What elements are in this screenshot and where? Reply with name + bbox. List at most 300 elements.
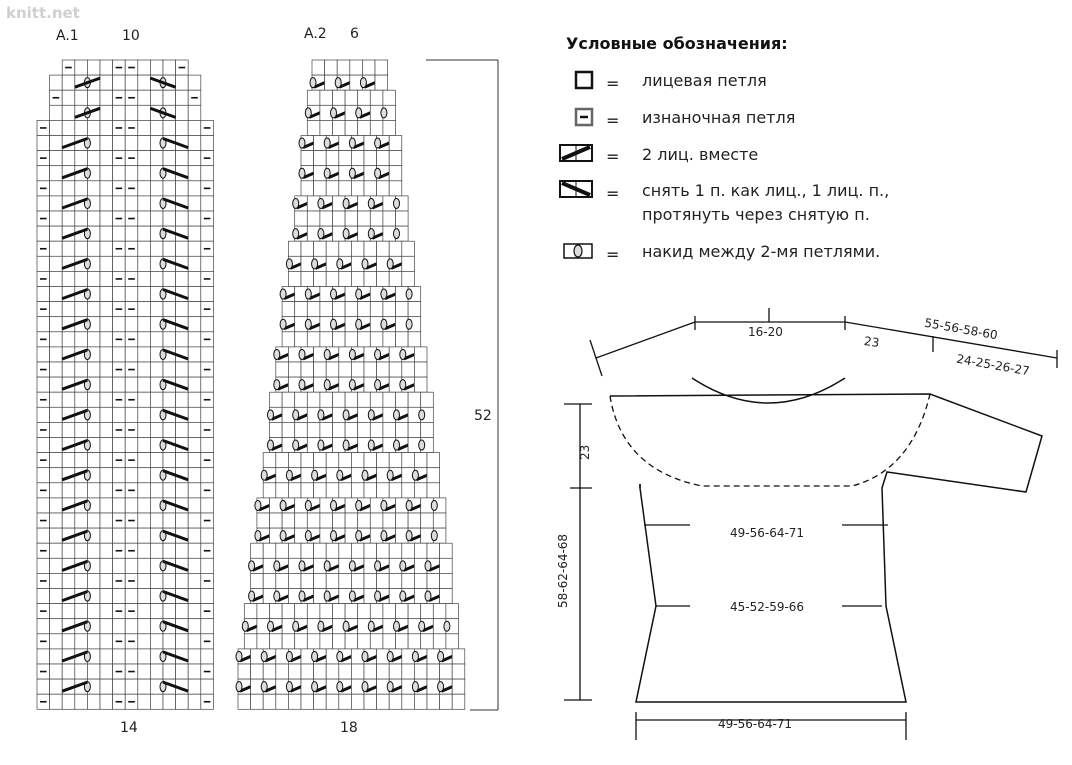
chart-a1-cell — [201, 317, 214, 332]
chart-a1-cell — [188, 543, 201, 558]
chart-a2-cell — [276, 483, 289, 498]
chart-a2-cell — [383, 422, 396, 437]
legend-purl-text: изнаночная петля — [642, 108, 796, 127]
chart-a2-cell — [288, 453, 301, 468]
chart-a1-cell — [37, 498, 50, 513]
yarn-over-mark — [249, 591, 255, 601]
chart-a1-cell — [201, 558, 214, 573]
chart-a2-cell — [414, 483, 427, 498]
chart-a2-cell — [345, 604, 358, 619]
chart-a1-cell — [75, 453, 88, 468]
chart-a2-cell — [326, 181, 339, 196]
chart-a1-cell — [87, 362, 100, 377]
chart-a1-cell — [113, 136, 126, 151]
chart-a1-cell — [188, 196, 201, 211]
chart-a1-cell — [188, 120, 201, 135]
chart-a2-cell — [288, 694, 301, 709]
yarn-over-mark — [242, 621, 248, 631]
yarn-over-mark — [286, 259, 292, 269]
chart-a1-cell — [138, 498, 151, 513]
yarn-over-mark — [431, 531, 437, 541]
yarn-over-mark — [280, 289, 286, 299]
chart-a1-cell — [188, 468, 201, 483]
chart-a1-cell — [50, 438, 63, 453]
chart-a2-cell — [396, 392, 409, 407]
chart-a1-cell — [75, 151, 88, 166]
chart-a2-cell — [326, 543, 339, 558]
chart-a1-cell — [50, 664, 63, 679]
yarn-over-mark — [400, 561, 406, 571]
chart-a1-cell — [100, 332, 113, 347]
chart-a2-cell — [446, 604, 459, 619]
chart-a1-cell — [62, 543, 75, 558]
chart-a2-cell — [440, 558, 453, 573]
chart-a1-cell — [100, 271, 113, 286]
yarn-over-mark — [356, 108, 362, 118]
chart-a1-cell — [125, 558, 138, 573]
chart-a1-cell — [176, 422, 189, 437]
yarn-over-mark — [375, 349, 381, 359]
chart-a2-cell — [282, 302, 295, 317]
chart-a2-cell — [307, 392, 320, 407]
chart-a1-cell — [188, 422, 201, 437]
chart-a2-cell — [295, 332, 308, 347]
chart-a1-cell — [125, 468, 138, 483]
chart-a1-cell — [75, 211, 88, 226]
chart-a1-cell — [125, 75, 138, 90]
chart-a1-cell — [37, 468, 50, 483]
yarn-over-mark — [331, 531, 337, 541]
yarn-over-mark — [274, 561, 280, 571]
yarn-over-mark — [255, 531, 261, 541]
chart-a1-cell — [163, 151, 176, 166]
yarn-over-mark — [286, 682, 292, 692]
chart-a1-cell — [50, 694, 63, 709]
chart-a1-cell — [176, 151, 189, 166]
chart-a1-cell — [150, 120, 163, 135]
chart-a1-cell — [138, 90, 151, 105]
chart-a2-cell — [377, 664, 390, 679]
chart-a1-cell — [176, 75, 189, 90]
chart-a1-cell — [100, 619, 113, 634]
chart-a2-cell — [333, 211, 346, 226]
chart-a1-top-count: 10 — [122, 28, 140, 44]
chart-a1-cell — [113, 679, 126, 694]
chart-a1-cell — [163, 664, 176, 679]
yarn-over-mark — [305, 500, 311, 510]
chart-a2-cell — [370, 513, 383, 528]
chart-a1-cell — [100, 589, 113, 604]
chart-a1-cell — [62, 453, 75, 468]
yarn-over-mark — [349, 380, 355, 390]
chart-a2-cell — [288, 573, 301, 588]
chart-a1-cell — [75, 573, 88, 588]
yarn-over-mark — [331, 319, 337, 329]
chart-a1-cell — [87, 604, 100, 619]
chart-a2-cell — [326, 241, 339, 256]
chart-a2-cell — [351, 664, 364, 679]
chart-a2-cell — [345, 90, 358, 105]
chart-a1-cell — [50, 543, 63, 558]
yarn-over-mark — [356, 531, 362, 541]
chart-a1-cell — [163, 90, 176, 105]
yarn-over-mark — [387, 682, 393, 692]
yarn-over-mark — [356, 319, 362, 329]
chart-a1-cell — [100, 528, 113, 543]
chart-a1-cell — [100, 392, 113, 407]
chart-a2-cell — [358, 332, 371, 347]
chart-a2-cell — [402, 256, 415, 271]
chart-a2-cell — [307, 332, 320, 347]
yarn-over-mark — [425, 591, 431, 601]
chart-a2-cell — [370, 392, 383, 407]
chart-a1-cell — [113, 558, 126, 573]
yarn-over-mark — [255, 500, 261, 510]
purl-stitch-symbol — [576, 109, 592, 125]
chart-a2-cell — [351, 362, 364, 377]
yarn-over-mark — [293, 410, 299, 420]
chart-a1-cell — [87, 664, 100, 679]
chart-a2-cell — [351, 271, 364, 286]
chart-a1-cell — [100, 453, 113, 468]
chart-a2-cell — [276, 694, 289, 709]
legend-ssk-text-2: протянуть через снятую п. — [642, 205, 870, 224]
chart-a1-cell — [163, 453, 176, 468]
chart-a1-cell — [62, 181, 75, 196]
chart-a1-cell — [138, 136, 151, 151]
chart-a2-cell — [333, 332, 346, 347]
chart-a1-cell — [163, 513, 176, 528]
yarn-over-mark — [293, 229, 299, 239]
chart-a1-cell — [75, 271, 88, 286]
chart-a1-cell — [188, 105, 201, 120]
chart-a2-cell — [282, 604, 295, 619]
chart-a2-cell — [339, 573, 352, 588]
yarn-over-mark — [335, 78, 341, 88]
chart-a1-cell — [62, 634, 75, 649]
chart-a1-cell — [37, 558, 50, 573]
chart-a2-cell — [351, 241, 364, 256]
chart-a2-cell — [295, 302, 308, 317]
chart-a1-cell — [150, 543, 163, 558]
chart-a2-cell — [288, 543, 301, 558]
chart-a2-cell — [402, 483, 415, 498]
yarn-over-mark — [343, 229, 349, 239]
chart-a1-cell — [113, 528, 126, 543]
chart-a1-cell — [100, 513, 113, 528]
yarn-over-mark — [318, 229, 324, 239]
chart-a1-cell — [150, 60, 163, 75]
yarn-over-mark — [368, 440, 374, 450]
chart-a1-cell — [138, 573, 151, 588]
chart-a2-cell — [446, 634, 459, 649]
chart-a1-cell — [150, 513, 163, 528]
chart-a2-cell — [433, 634, 446, 649]
chart-a2-cell — [345, 211, 358, 226]
chart-a1-cell — [138, 407, 151, 422]
yarn-over-mark — [394, 440, 400, 450]
chart-a1-cell — [62, 362, 75, 377]
chart-a1-cell — [50, 589, 63, 604]
legend-yarn-over-text: накид между 2-мя петлями. — [642, 242, 881, 261]
chart-a2-cell — [295, 513, 308, 528]
chart-a1-cell — [50, 362, 63, 377]
chart-a2-cell — [452, 649, 465, 664]
yarn-over-mark — [381, 108, 387, 118]
chart-a2-cell — [402, 543, 415, 558]
chart-a1-cell — [188, 619, 201, 634]
chart-a2-cell — [301, 181, 314, 196]
chart-a1-cell — [37, 166, 50, 181]
chart-a2-cell — [339, 694, 352, 709]
chart-a2-cell — [364, 694, 377, 709]
chart-a2-cell — [358, 90, 371, 105]
ssk-symbol — [560, 181, 592, 197]
chart-a1-cell — [176, 453, 189, 468]
chart-a2-cell — [339, 362, 352, 377]
yarn-over-mark — [381, 289, 387, 299]
yarn-over-mark — [305, 319, 311, 329]
chart-a1-cell — [87, 453, 100, 468]
chart-a2-cell — [421, 513, 434, 528]
yarn-over-mark — [305, 108, 311, 118]
chart-a2-cell — [383, 604, 396, 619]
chart-a1-cell — [75, 392, 88, 407]
chart-a1-cell — [87, 392, 100, 407]
chart-a2-cell — [345, 120, 358, 135]
chart-a2-cell — [301, 573, 314, 588]
chart-a2-cell — [333, 513, 346, 528]
chart-a2-top-count: 6 — [350, 26, 359, 42]
chart-a1-cell — [125, 347, 138, 362]
chart-a2-cell — [307, 90, 320, 105]
chart-a1-cell — [138, 392, 151, 407]
chart-a2-cell — [288, 241, 301, 256]
chart-a1-cell — [163, 211, 176, 226]
chart-a2-cell — [362, 60, 375, 75]
chart-a2-cell — [251, 694, 264, 709]
chart-a1-cell — [125, 136, 138, 151]
chart-a2-cell — [351, 543, 364, 558]
chart-a1-cell — [113, 498, 126, 513]
chart-a1-cell — [50, 619, 63, 634]
chart-a1-cell — [188, 347, 201, 362]
yarn-over-mark — [299, 349, 305, 359]
chart-a1-cell — [50, 347, 63, 362]
chart-a1-cell — [100, 468, 113, 483]
chart-a1-cell — [50, 513, 63, 528]
chart-a2-cell — [244, 634, 257, 649]
yarn-over-mark — [375, 138, 381, 148]
chart-a2-cell — [339, 241, 352, 256]
chart-a2-cell — [320, 332, 333, 347]
chart-a1-cell — [150, 332, 163, 347]
chart-a1-cell — [50, 453, 63, 468]
chart-a2-cell — [377, 543, 390, 558]
chart-a2-cell — [377, 271, 390, 286]
chart-a2-cell — [414, 573, 427, 588]
chart-a1-cell — [163, 573, 176, 588]
chart-a1-cell — [100, 60, 113, 75]
yarn-over-mark — [400, 380, 406, 390]
chart-a1-cell — [87, 573, 100, 588]
chart-a2-cell — [452, 694, 465, 709]
chart-a1-cell — [138, 181, 151, 196]
chart-a2-cell — [440, 694, 453, 709]
chart-a1-cell — [201, 226, 214, 241]
chart-a1-cell — [37, 287, 50, 302]
chart-a1-cell — [188, 438, 201, 453]
chart-a2-cell — [333, 422, 346, 437]
chart-a1-cell — [138, 105, 151, 120]
chart-a2-cell — [389, 573, 402, 588]
chart-a2-cell — [301, 271, 314, 286]
chart-a2-cell — [326, 362, 339, 377]
chart-a2-cell — [396, 604, 409, 619]
chart-a2-cell — [389, 136, 402, 151]
chart-a1-cell — [37, 528, 50, 543]
chart-a1-cell — [176, 483, 189, 498]
chart-a1-cell — [188, 589, 201, 604]
chart-a1-cell — [87, 60, 100, 75]
yarn-over-mark — [368, 621, 374, 631]
chart-a1-cell — [100, 287, 113, 302]
chart-a1-cell — [125, 407, 138, 422]
chart-a2-cell — [270, 513, 283, 528]
chart-a1-cell — [188, 302, 201, 317]
chart-a1-cell — [37, 377, 50, 392]
chart-a2-cell — [364, 362, 377, 377]
yarn-over-mark — [268, 410, 274, 420]
chart-a1-cell — [163, 694, 176, 709]
chart-a2-cell — [301, 694, 314, 709]
chart-a1-cell — [188, 226, 201, 241]
legend-ssk-text: снять 1 п. как лиц., 1 лиц. п., — [642, 181, 890, 200]
chart-a2-cell — [414, 694, 427, 709]
chart-a1-cell — [176, 302, 189, 317]
hem-width-label: 49-56-64-71 — [718, 717, 793, 731]
yarn-over-mark — [261, 682, 267, 692]
chart-a1-cell — [125, 649, 138, 664]
chart-a2-cell — [414, 664, 427, 679]
chart-a2-cell — [326, 453, 339, 468]
chart-a2-cell — [282, 392, 295, 407]
chart-a2-cell — [402, 271, 415, 286]
chart-a1-cell — [50, 377, 63, 392]
chart-a1-cell — [100, 347, 113, 362]
chart-a2-cell — [389, 271, 402, 286]
yarn-over-mark — [375, 591, 381, 601]
chart-a2-cell — [402, 362, 415, 377]
chart-a1-cell — [50, 166, 63, 181]
chart-a1-cell — [37, 438, 50, 453]
chart-a1-cell — [75, 241, 88, 256]
chart-a1-cell — [138, 120, 151, 135]
chart-a1-cell — [50, 287, 63, 302]
chart-a1-cell — [201, 166, 214, 181]
yarn-over-mark — [368, 410, 374, 420]
chart-a1-cell — [163, 483, 176, 498]
legend-equals-3: = — [606, 147, 620, 166]
chart-a2-cell — [339, 543, 352, 558]
chart-a1-cell — [37, 649, 50, 664]
chart-a2-cell — [408, 302, 421, 317]
chart-a1-grid — [37, 60, 213, 709]
yarn-over-mark — [394, 410, 400, 420]
chart-a1-cell — [100, 573, 113, 588]
chart-a1-cell — [188, 453, 201, 468]
chart-a2-cell — [333, 302, 346, 317]
chart-a1-cell — [87, 211, 100, 226]
chart-a2-cell — [402, 573, 415, 588]
chart-a1-cell — [62, 151, 75, 166]
chart-a2-cell — [408, 604, 421, 619]
chart-a2-cell — [270, 392, 283, 407]
yarn-over-mark — [236, 682, 242, 692]
chart-a1-cell — [201, 619, 214, 634]
chart-a1-cell — [37, 256, 50, 271]
yarn-over-mark — [375, 561, 381, 571]
chart-a2-cell — [301, 241, 314, 256]
chart-a1-cell — [87, 151, 100, 166]
chart-a1-cell — [50, 151, 63, 166]
chart-a2-cell — [263, 573, 276, 588]
chart-a2-cell — [370, 90, 383, 105]
chart-a1-cell — [188, 271, 201, 286]
neck-width-label: 16-20 — [748, 325, 783, 339]
chart-a1-cell — [100, 120, 113, 135]
chart-a1-cell — [163, 302, 176, 317]
chart-a1-cell — [201, 589, 214, 604]
chart-a2-cell — [421, 604, 434, 619]
chart-a2-cell — [333, 120, 346, 135]
chart-a2-cell — [339, 483, 352, 498]
chart-a2-cell — [339, 271, 352, 286]
yarn-over-mark — [274, 591, 280, 601]
chart-a1-cell — [138, 75, 151, 90]
chart-a2-cell — [414, 453, 427, 468]
chart-a2-cell — [295, 604, 308, 619]
yarn-over-mark — [299, 380, 305, 390]
chart-a1-cell — [62, 513, 75, 528]
chart-a2-cell — [295, 392, 308, 407]
chart-a2-cell — [370, 120, 383, 135]
chart-a1-cell — [87, 422, 100, 437]
chart-a2-cell — [396, 211, 409, 226]
chart-a1-cell — [37, 317, 50, 332]
chart-a1-cell — [62, 241, 75, 256]
yarn-over-mark — [337, 259, 343, 269]
chart-a1-cell — [150, 151, 163, 166]
chart-a1-cell — [100, 105, 113, 120]
chart-a1-cell — [138, 196, 151, 211]
yarn-over-mark — [331, 108, 337, 118]
yarn-over-mark — [381, 500, 387, 510]
chart-a1-cell — [100, 498, 113, 513]
yarn-over-mark — [394, 198, 400, 208]
yarn-over-mark — [331, 500, 337, 510]
chart-a1-cell — [75, 60, 88, 75]
chart-a1-cell — [138, 271, 151, 286]
chart-a2-cell — [364, 543, 377, 558]
chart-a1-cell — [100, 211, 113, 226]
chart-a2-cell — [326, 271, 339, 286]
yarn-over-mark — [312, 259, 318, 269]
chart-a1-cell — [150, 362, 163, 377]
chart-a1-cell — [201, 377, 214, 392]
chest-width-label: 49-56-64-71 — [730, 526, 805, 540]
chart-a1-cell — [138, 362, 151, 377]
